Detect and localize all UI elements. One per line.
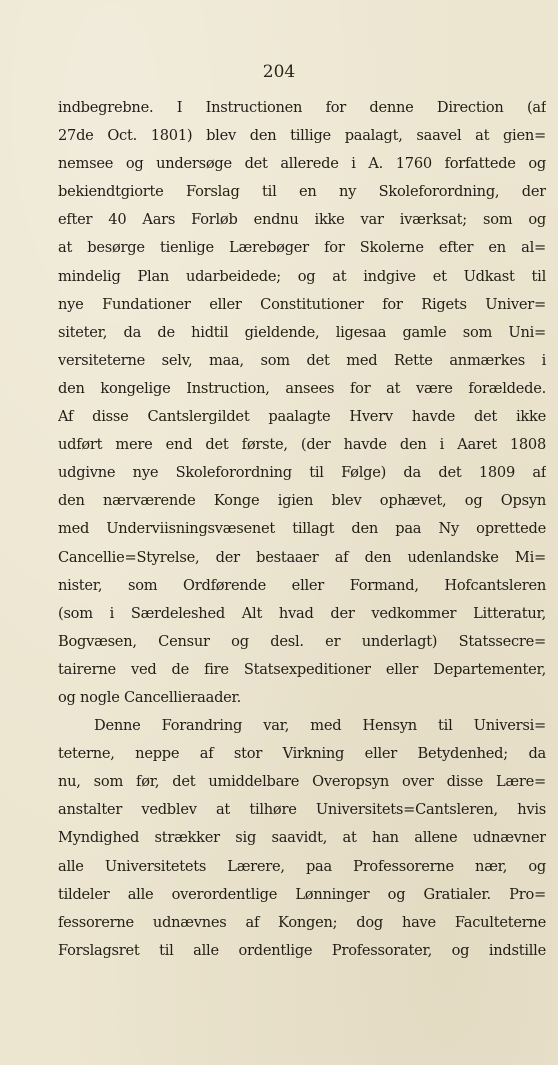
text-line: versiteterne selv, maa, som det med Rette anmærkes i	[58, 351, 546, 369]
text-line: med Underviisningsvæsenet tillagt den paa Ny oprettede	[58, 520, 546, 538]
text-line: den kongelige Instruction, ansees for at være forældede.	[58, 379, 546, 397]
text-line: at besørge tienlige Lærebøger for Skolerne efter en al=	[58, 239, 546, 257]
text-line: Denne Forandring var, med Hensyn til Universi=	[94, 717, 546, 735]
text-line: udgivne nye Skoleforordning til Følge) da det 1809 af	[58, 464, 546, 482]
text-line: 27de Oct. 1801) blev den tillige paalagt, saavel at gien=	[58, 127, 546, 145]
text-line: indbegrebne. I Instructionen for denne Direction (af	[58, 99, 546, 116]
text-line: (som i Særdeleshed Alt hvad der vedkommer Litteratur,	[58, 604, 546, 622]
text-line: Cancellie=Styrelse, der bestaaer af den udenlandske Mi=	[58, 548, 546, 566]
text-line: Myndighed strækker sig saavidt, at han allene udnævner	[58, 829, 546, 847]
text-line: nister, som Ordførende eller Formand, Hofcantsleren	[58, 576, 546, 594]
text-line: mindelig Plan udarbeidede; og at indgive et Udkast til	[58, 267, 546, 285]
text-line: udført mere end det første, (der havde den i Aaret 1808	[58, 436, 546, 454]
text-line: teterne, neppe af stor Virkning eller Betydenhed; da	[58, 745, 546, 763]
text-line: nu, som før, det umiddelbare Overopsyn over disse Lære=	[58, 773, 546, 791]
body-text	[58, 94, 546, 965]
paragraph-2	[58, 712, 546, 965]
text-line: anstalter vedblev at tilhøre Universitets=Cantsleren, hvis	[58, 801, 546, 819]
text-line: alle Universitetets Lærere, paa Professorerne nær, og	[58, 857, 546, 875]
text-line: tairerne ved de fire Statsexpeditioner eller Departementer,	[58, 660, 546, 678]
text-line: nye Fundationer eller Constitutioner for Rigets Univer=	[58, 295, 546, 313]
text-line: tildeler alle overordentlige Lønninger og Gratialer. Pro=	[58, 885, 546, 903]
text-line: siteter, da de hidtil gieldende, ligesaa gamle som Uni=	[58, 323, 546, 341]
page-number: 204	[262, 62, 296, 82]
paragraph-1	[58, 94, 546, 712]
text-line: og nogle Cancellieraader.	[58, 688, 242, 706]
text-line: Af disse Cantslergildet paalagte Hverv havde det ikke	[58, 408, 546, 426]
text-line: fessorerne udnævnes af Kongen; dog have Faculteterne	[58, 913, 546, 931]
text-line: bekiendtgiorte Forslag til en ny Skoleforordning, der	[58, 183, 546, 201]
text-line: den nærværende Konge igien blev ophævet, og Opsyn	[58, 492, 546, 510]
text-line: Forslagsret til alle ordentlige Professorater, og indstille	[58, 941, 546, 959]
text-line: nemsee og undersøge det allerede i A. 1760 forfattede og	[58, 155, 546, 173]
text-line: Bogvæsen, Censur og desl. er underlagt) Statssecre=	[58, 632, 546, 650]
text-line: efter 40 Aars Forløb endnu ikke var iværksat; som og	[58, 211, 546, 229]
